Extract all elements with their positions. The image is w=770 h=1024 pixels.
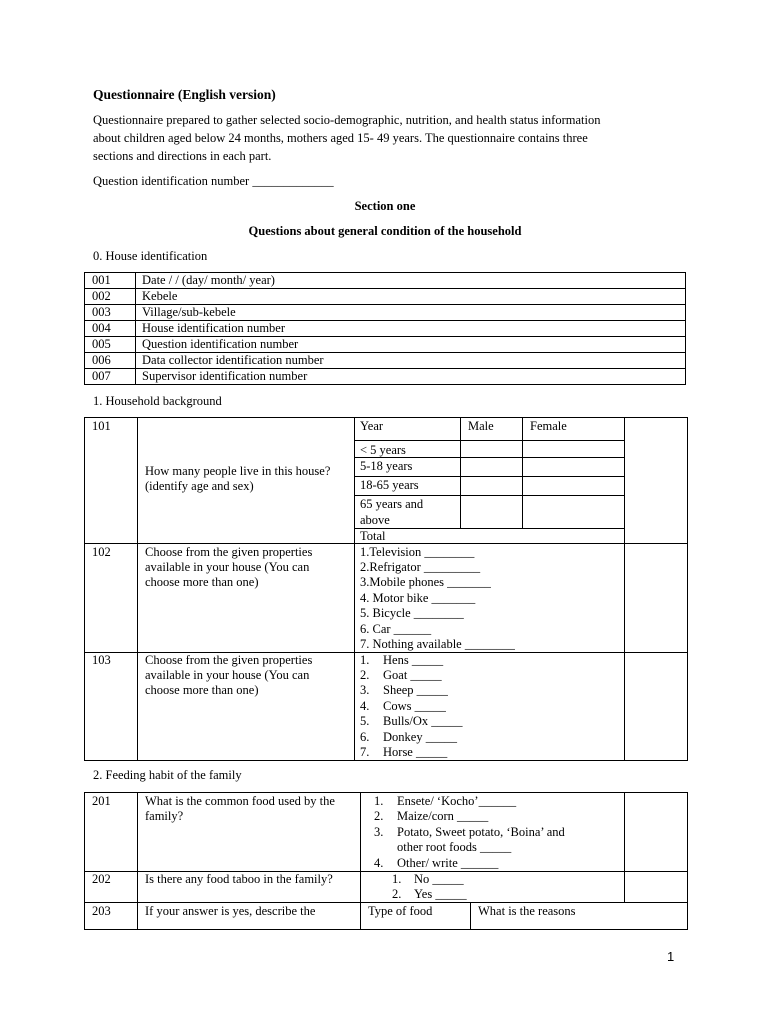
q201-option: Ensete/ ‘Kocho’______ [397, 794, 517, 808]
q101-row: 65 years and [360, 497, 424, 511]
q103-question: Choose from the given properties available in your house (You can choose more than one) [145, 653, 313, 697]
q103-option: Horse _____ [383, 745, 448, 759]
house-id-code: 007 [92, 369, 111, 383]
row-line [354, 528, 624, 529]
q103-option: Cows _____ [383, 699, 446, 713]
q103-option: Hens _____ [383, 653, 444, 667]
col-line [137, 417, 138, 761]
q201-option: Potato, Sweet potato, ‘Boina’ and [397, 825, 565, 839]
q202-code: 202 [92, 872, 111, 886]
intro-line-2: about children aged below 24 months, mothers aged 15- 49 years. The questionnaire contains three [93, 131, 588, 145]
row-line [354, 476, 624, 477]
q102-question: Choose from the given properties available in your house (You can choose more than one) [145, 545, 313, 589]
col-line [624, 417, 625, 761]
q202-option: No _____ [414, 872, 464, 886]
row-line [354, 440, 624, 441]
house-id-label: Village/sub-kebele [142, 305, 236, 319]
q102-option: 6. Car ______ [360, 622, 432, 636]
q201-option-num: 2. [374, 809, 384, 823]
col-line [470, 902, 471, 930]
q202-option-num: 1. [392, 872, 402, 886]
row-line [354, 495, 624, 496]
q201-code: 201 [92, 794, 111, 808]
part1-label: 1. Household background [93, 394, 222, 408]
q103-option-num: 2. [360, 668, 370, 682]
q201-option: Maize/corn _____ [397, 809, 489, 823]
q103-option: Donkey _____ [383, 730, 457, 744]
q203-code: 203 [92, 904, 111, 918]
q201-option: Other/ write ______ [397, 856, 499, 870]
q202-option-num: 2. [392, 887, 402, 901]
q103-option: Goat _____ [383, 668, 442, 682]
house-id-label: House identification number [142, 321, 286, 335]
q103-option-num: 6. [360, 730, 370, 744]
q103-option-num: 5. [360, 714, 370, 728]
house-id-label: Date / / (day/ month/ year) [142, 273, 275, 287]
q101-question: How many people live in this house? (identify age and sex) [145, 464, 331, 493]
q201-option-num: 4. [374, 856, 384, 870]
q202-question: Is there any food taboo in the family? [145, 872, 333, 886]
house-id-code: 002 [92, 289, 111, 303]
q101-code: 101 [92, 419, 111, 433]
house-id-label: Kebele [142, 289, 178, 303]
q102-option: 5. Bicycle ________ [360, 606, 464, 620]
q101-col-year: Year [360, 419, 384, 433]
part2-label: 2. Feeding habit of the family [93, 768, 242, 782]
house-id-label: Data collector identification number [142, 353, 324, 367]
q102-option: 7. Nothing available ________ [360, 637, 515, 651]
q101-col-male: Male [468, 419, 494, 433]
house-id-code: 006 [92, 353, 111, 367]
col-line [522, 417, 523, 528]
page-title: Questionnaire (English version) [93, 87, 276, 102]
house-id-code: 005 [92, 337, 111, 351]
q101-row: 5-18 years [360, 459, 413, 473]
row-line [84, 902, 688, 903]
section-subheading: Questions about general condition of the household [248, 224, 522, 238]
q203-col-reason: What is the reasons [478, 904, 576, 918]
intro-line-3: sections and directions in each part. [93, 149, 272, 163]
house-id-code: 004 [92, 321, 111, 335]
q201-question: What is the common food used by the family? [145, 794, 335, 823]
question-id-line: Question identification number _____________ [93, 174, 334, 188]
house-id-code: 001 [92, 273, 111, 287]
col-line [624, 792, 625, 902]
q201-option-num: 3. [374, 825, 384, 839]
house-id-label: Question identification number [142, 337, 299, 351]
q103-option-num: 3. [360, 683, 370, 697]
col-line [360, 792, 361, 930]
q102-option: 1.Television ________ [360, 545, 475, 559]
section-heading: Section one [354, 199, 416, 213]
col-line [460, 417, 461, 528]
page-number: 1 [667, 949, 675, 964]
q101-row: < 5 years [360, 443, 406, 457]
q101-row: above [360, 513, 390, 527]
q101-row: 18-65 years [360, 478, 419, 492]
intro-line-1: Questionnaire prepared to gather selected socio-demographic, nutrition, and health status information [93, 113, 601, 127]
col-line [354, 417, 355, 761]
q103-code: 103 [92, 653, 111, 667]
q101-col-female: Female [530, 419, 567, 433]
q203-question: If your answer is yes, describe the [145, 904, 316, 918]
q202-option: Yes _____ [414, 887, 467, 901]
q103-option-num: 1. [360, 653, 370, 667]
col-line [137, 792, 138, 930]
part0-label: 0. House identification [93, 249, 208, 263]
q102-option: 4. Motor bike _______ [360, 591, 476, 605]
row-line [84, 543, 688, 544]
q102-option: 2.Refrigator _________ [360, 560, 481, 574]
q201-option-num: 1. [374, 794, 384, 808]
house-id-label: Supervisor identification number [142, 369, 308, 383]
q203-col-food: Type of food [368, 904, 433, 918]
q201-option: other root foods _____ [397, 840, 512, 854]
q101-row-total: Total [360, 529, 386, 543]
q103-option-num: 7. [360, 745, 370, 759]
house-id-code: 003 [92, 305, 111, 319]
q102-option: 3.Mobile phones _______ [360, 575, 491, 589]
q102-code: 102 [92, 545, 111, 559]
q103-option-num: 4. [360, 699, 370, 713]
q103-option: Bulls/Ox _____ [383, 714, 463, 728]
q103-option: Sheep _____ [383, 683, 448, 697]
